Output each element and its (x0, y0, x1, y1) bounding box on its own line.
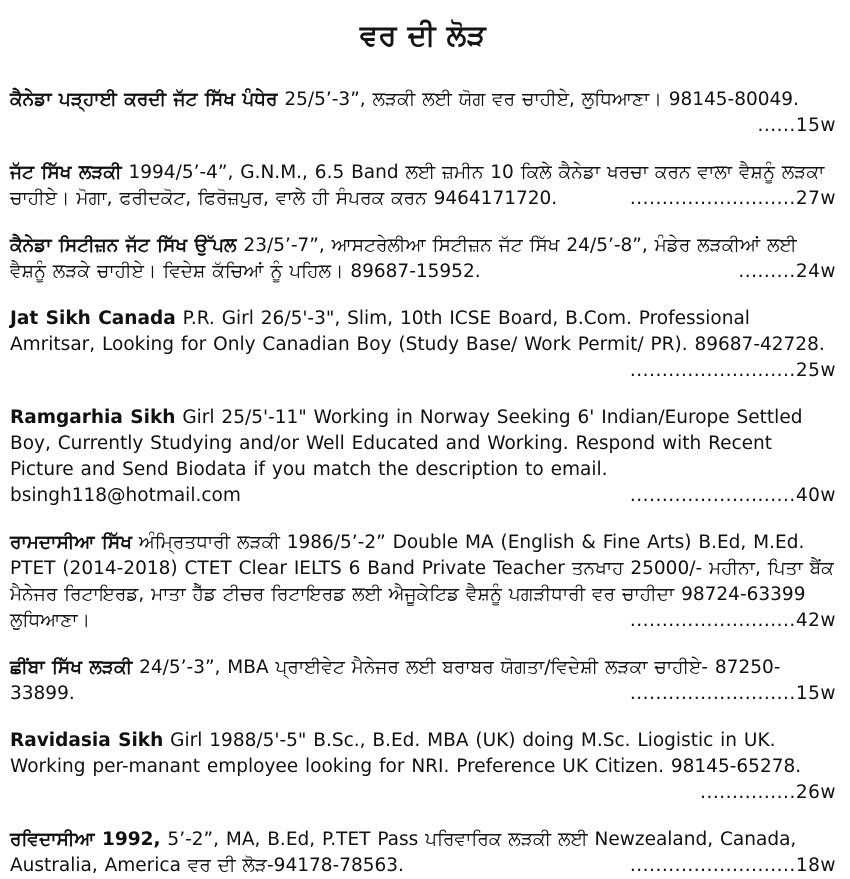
ad-body: ਅੰਮ੍ਰਿਤਧਾਰੀ ਲੜਕੀ 1986/5’-2” Double MA (English & Fine Arts) B.Ed, M.Ed. PTET (2014-2018) CTET Clear IELTS 6 Band Private Teacher ਤਨਖਾਹ 25000/- ਮਹੀਨਾ, ਪਿਤਾ ਬੈਂਕ ਮੈਨੇਜਰ ਰਿਟਾਇਰਡ, ਮਾਤਾ ਹੈੱਡ ਟੀਚਰ ਰਿਟਾਇਰਡ ਲਈ ਐਜੂਕੇਟਿਡ ਵੈਸ਼ਨੂੰ ਪਗੜੀਧਾਰੀ ਵਰ ਚਾਹੀਦਾ 98724-63399 ਲੁਧਿਆਣਾ। (10, 532, 834, 631)
ad-body: 25/5’-3”, ਲੜਕੀ ਲਈ ਯੋਗ ਵਰ ਚਾਹੀਏ, ਲੁਧਿਆਣਾ। 98145-80049. (284, 89, 799, 110)
classified-ad-4 (10, 306, 836, 384)
ad-lead: ਜੱਟ ਸਿੱਖ ਲੜਕੀ (10, 162, 122, 183)
ad-body: Girl 25/5'-11" Working in Norway Seeking 6' Indian/Europe Settled Boy, Currently Studying and/or Well Educated and Working. Respond with Recent Picture and Send Biodata if you match the description to email. bsingh118@hotmail.com (10, 407, 803, 506)
classified-ad-1 (10, 87, 836, 139)
word-count: ..........................40w (629, 485, 836, 506)
ad-lead: ਕੈਨੇਡਾ ਸਿਟੀਜ਼ਨ ਜੱਟ ਸਿੱਖ ਉੱਪਲ (10, 235, 237, 256)
word-count: ..........................42w (629, 610, 836, 631)
word-count: ..........................27w (629, 188, 836, 209)
classified-ad-9 (10, 827, 836, 879)
ad-lead: ਛੀਂਬਾ ਸਿੱਖ ਲੜਕੀ (10, 657, 133, 678)
ad-body: 24/5’-3”, MBA ਪ੍ਰਾਈਵੇਟ ਮੈਨੇਜਰ ਲਈ ਬਰਾਬਰ ਯੋਗਤਾ/ਵਿਦੇਸ਼ੀ ਲੜਕਾ ਚਾਹੀਏ- 87250-33899. (10, 657, 781, 704)
ad-lead: ਕੈਨੇਡਾ ਪੜ੍ਹਾਈ ਕਰਦੀ ਜੱਟ ਸਿੱਖ ਪੰਧੇਰ (10, 89, 278, 110)
page-title: ਵਰ ਦੀ ਲੋੜ (359, 18, 487, 52)
classified-ad-6 (10, 530, 836, 634)
word-count: .........24w (738, 261, 836, 282)
classified-ad-7 (10, 655, 836, 707)
word-count: ..........................18w (629, 855, 836, 876)
ad-body: 23/5’-7”, ਆਸਟਰੇਲੀਆ ਸਿਟੀਜ਼ਨ ਜੱਟ ਸਿੱਖ 24/5’-8”, ਮੰਡੇਰ ਲੜਕੀਆਂ ਲਈ ਵੈਸ਼ਨੂੰ ਲੜਕੇ ਚਾਹੀਏ। ਵਿਦੇਸ਼ ਕੱਚਿਆਂ ਨੂੰ ਪਹਿਲ। 89687-15952. (10, 235, 797, 282)
ad-lead: Ravidasia Sikh (10, 730, 164, 751)
ad-body: 1994/5’-4”, G.N.M., 6.5 Band ਲਈ ਜ਼ਮੀਨ 10 ਕਿਲੇ ਕੈਨੇਡਾ ਖਰਚਾ ਕਰਨ ਵਾਲਾ ਵੈਸ਼ਨੂੰ ਲੜਕਾ ਚਾਹੀਏ। ਮੋਗਾ, ਫਰੀਦਕੋਟ, ਫਿਰੋਜ਼ਪੁਰ, ਵਾਲੇ ਹੀ ਸੰਪਰਕ ਕਰਨ 9464171720. (10, 162, 825, 209)
word-count: ...............26w (700, 782, 836, 803)
word-count: ......15w (757, 115, 836, 136)
classified-ad-3 (10, 233, 836, 285)
ad-body: P.R. Girl 26/5'-3", Slim, 10th ICSE Board, B.Com. Professional Amritsar, Looking for Only Canadian Boy (Study Base/ Work Permit/ PR). 89687-42728. (10, 308, 825, 355)
classified-ad-2 (10, 160, 836, 212)
word-count: ..........................15w (629, 683, 836, 704)
ad-lead: Ramgarhia Sikh (10, 407, 176, 428)
ad-lead: ਰਵਿਦਾਸੀਆ 1992, (10, 829, 161, 850)
ad-lead: ਰਾਮਦਾਸੀਆ ਸਿੱਖ (10, 532, 132, 553)
word-count: ..........................25w (629, 360, 836, 381)
ad-lead: Jat Sikh Canada (10, 308, 176, 329)
ad-body: 5’-2”, MA, B.Ed, P.TET Pass ਪਰਿਵਾਰਿਕ ਲੜਕੀ ਲਈ Newzealand, Canada, Australia, America ਵਰ ਦੀ ਲੋੜ-94178-78563. (10, 829, 797, 876)
classified-ad-5 (10, 405, 836, 509)
classified-ad-8 (10, 728, 836, 806)
ad-body: Girl 1988/5'-5" B.Sc., B.Ed. MBA (UK) doing M.Sc. Liogistic in UK. Working per-manant employee looking for NRI. Preference UK Citizen. 98145-65278. (10, 730, 802, 777)
